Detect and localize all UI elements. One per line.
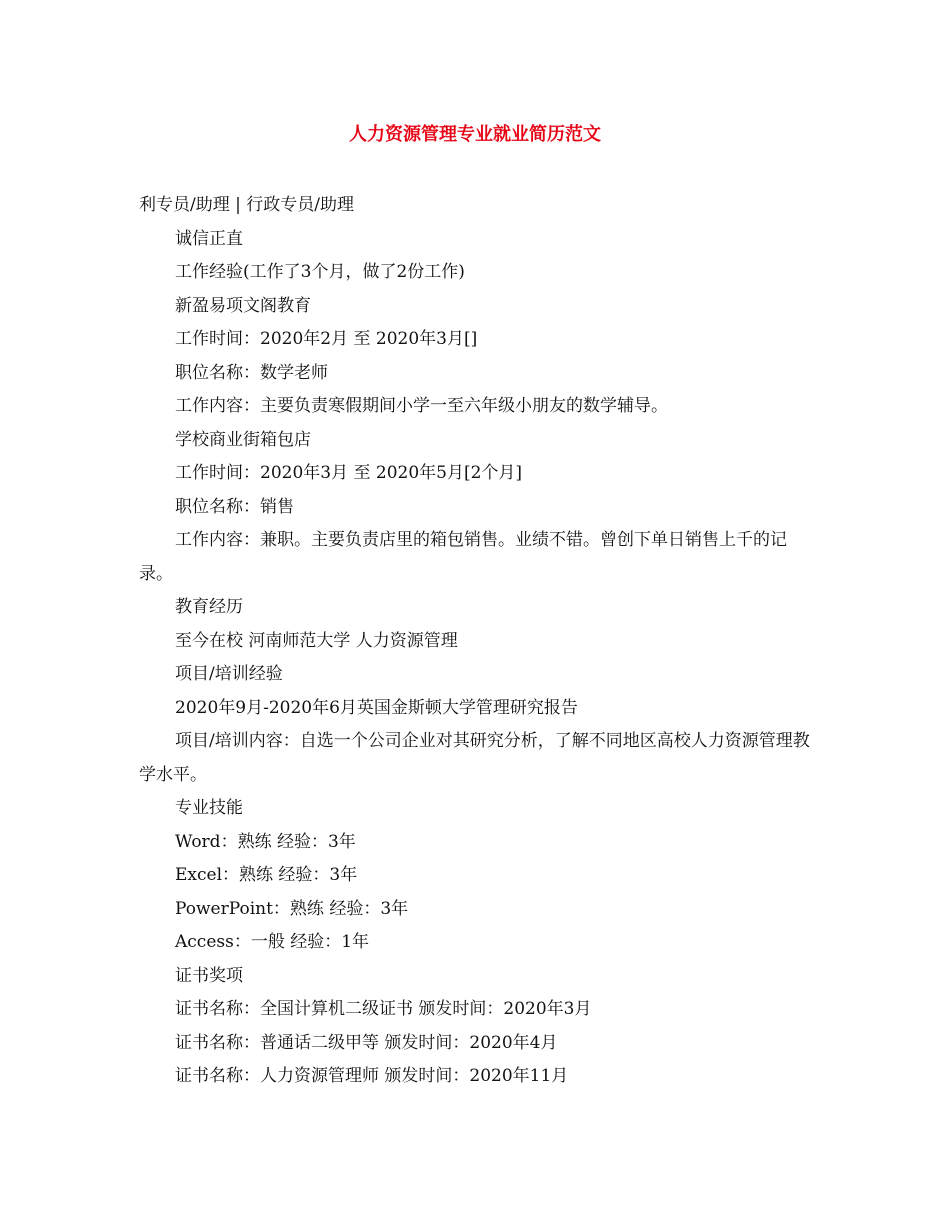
certificate-mandarin: 证书名称：普通话二级甲等 颁发时间：2020年4月 xyxy=(175,1032,558,1053)
employer-2-position: 职位名称：销售 xyxy=(175,496,294,517)
skill-access: Access：一般 经验：1年 xyxy=(175,932,370,952)
education-heading: 教育经历 xyxy=(175,597,243,617)
employer-1-position: 职位名称：数学老师 xyxy=(175,362,328,383)
job-target-line: 利专员/助理 | 行政专员/助理 xyxy=(139,195,354,215)
employer-1-name: 新盈易项文阁教育 xyxy=(175,295,311,316)
education-entry: 至今在校 河南师范大学 人力资源管理 xyxy=(175,630,458,651)
certificate-hr: 证书名称：人力资源管理师 颁发时间：2020年11月 xyxy=(175,1066,569,1086)
self-evaluation: 诚信正直 xyxy=(175,228,243,249)
employer-2-name: 学校商业街箱包店 xyxy=(175,429,311,450)
work-experience-summary: 工作经验(工作了3个月，做了2份工作) xyxy=(175,262,465,282)
project-entry: 2020年9月-2020年6月英国金斯顿大学管理研究报告 xyxy=(175,697,578,718)
skill-word: Word：熟练 经验：3年 xyxy=(175,831,356,852)
employer-1-period: 工作时间：2020年2月 至 2020年3月[] xyxy=(175,329,478,349)
employer-2-period: 工作时间：2020年3月 至 2020年5月[2个月] xyxy=(175,463,523,483)
project-content: 项目/培训内容：自选一个公司企业对其研究分析，了解不同地区高校人力资源管理教学水平。 xyxy=(139,731,810,785)
skill-powerpoint: PowerPoint：熟练 经验：3年 xyxy=(175,898,409,919)
document-title: 人力资源管理专业就业简历范文 xyxy=(349,124,601,145)
skills-heading: 专业技能 xyxy=(175,798,243,818)
certificates-heading: 证书奖项 xyxy=(175,965,243,986)
employer-2-duties: 工作内容：兼职。主要负责店里的箱包销售。业绩不错。曾创下单日销售上千的记录。 xyxy=(139,530,787,584)
project-heading: 项目/培训经验 xyxy=(175,664,283,684)
certificate-computer: 证书名称：全国计算机二级证书 颁发时间：2020年3月 xyxy=(175,999,592,1019)
skill-excel: Excel：熟练 经验：3年 xyxy=(175,865,358,885)
document-body xyxy=(139,189,811,1094)
employer-1-duties: 工作内容：主要负责寒假期间小学一至六年级小朋友的数学辅导。 xyxy=(175,396,668,416)
